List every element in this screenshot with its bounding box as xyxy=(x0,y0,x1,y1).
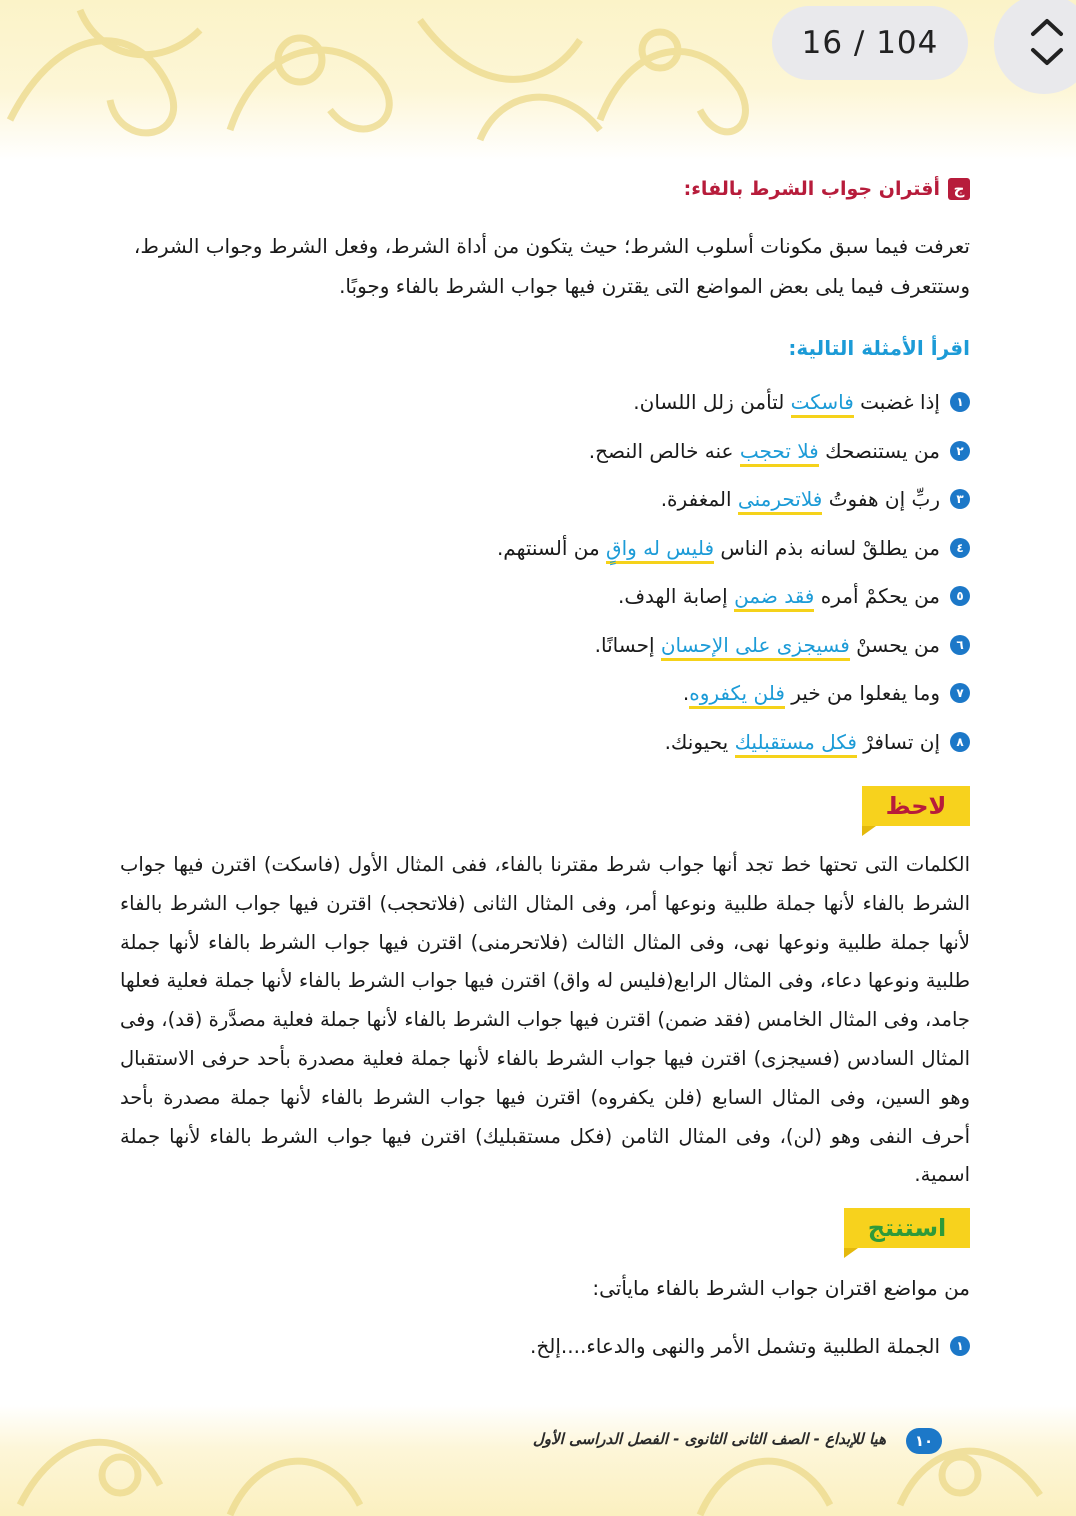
conclude-intro: من مواضع اقتران جواب الشرط بالفاء مايأتى: xyxy=(592,1276,970,1300)
conclude-item xyxy=(530,1334,970,1358)
list-item: ٤ من يطلقْ لسانه بذم الناس فليس له واقٍ من ألسنتهم. xyxy=(120,524,970,573)
highlighted-answer: فلاتحرمنى xyxy=(738,487,822,515)
list-item: ٢ من يستنصحك فلا تحجب عنه خالص النصح. xyxy=(120,427,970,476)
examples-list xyxy=(120,378,970,766)
conclude-label: استنتج xyxy=(844,1208,970,1248)
footer-book-title: هيا للإبداع - الصف الثانى الثانوى - الفصل الدراسى الأول xyxy=(532,1430,886,1448)
number-badge: ٢ xyxy=(950,441,970,461)
notice-paragraph: الكلمات التى تحتها خط تجد أنها جواب شرط مقترنا بالفاء، ففى المثال الأول (فاسكت) اقترن فيها جواب الشرط بالفاء لأنها جملة طلبية ونوعها أمر، وفى المثال الثانى (فلاتحجب) اقترن فيها جواب الشرط بالفاء لأنها جملة طلبية ونوعها نهى، وفى المثال الثالث (فلاتحرمنى) اقترن فيها جواب الشرط بالفاء لأنها جملة طلبية ونوعها دعاء، وفى المثال الرابع(فليس له واق) اقترن فيها جواب الشرط بالفاء لأنها جملة فعلية فعلها جامد، وفى المثال الخامس (فقد ضمن) اقترن فيها جواب الشرط بالفاء لأنها جملة فعلية مصدَّرة (قد)، وفى المثال السادس (فسيجزى) اقترن فيها جواب الشرط بالفاء لأنها جملة فعلية مصدرة بأحد حرفى الاستقبال وهو السين، وفى المثال السابع (فلن يكفروه) اقترن فيها جواب الشرط بالفاء لأنها جملة مصدرة بأحد أحرف النفى وهو (لن)، وفى المثال الثامن (فكل مستقبليك) اقترن فيها جواب الشرط بالفاء لأنها جملة اسمية. xyxy=(120,853,970,1187)
number-badge: ١ xyxy=(950,1336,970,1356)
number-badge: ٨ xyxy=(950,732,970,752)
section-heading xyxy=(684,178,970,200)
notice-label: لاحظ xyxy=(862,786,970,826)
section-badge: ج xyxy=(948,178,970,200)
highlighted-answer: فلن يكفروه xyxy=(689,681,785,709)
conclude-item-text: الجملة الطلبية وتشمل الأمر والنهى والدعاء....إلخ. xyxy=(529,1334,940,1358)
arabesque-ornament xyxy=(0,1405,1076,1516)
highlighted-answer: فاسكت xyxy=(791,390,854,418)
highlighted-answer: فسيجزى على الإحسان xyxy=(661,633,850,661)
number-badge: ٦ xyxy=(950,635,970,655)
highlighted-answer: فقد ضمن xyxy=(734,584,814,612)
list-item: ٦ من يحسنْ فسيجزى على الإحسان إحسانًا. xyxy=(120,621,970,670)
list-item: ٨ إن تسافرْ فكل مستقبليك يحيونك. xyxy=(120,718,970,767)
page-indicator: 16 / 104 xyxy=(772,6,968,80)
number-badge: ١ xyxy=(950,392,970,412)
highlighted-answer: فلا تحجب xyxy=(740,439,819,467)
list-item: ٥ من يحكمْ أمره فقد ضمن إصابة الهدف. xyxy=(120,572,970,621)
list-item: ٣ ربِّ إن هفوتُ فلاتحرمنى المغفرة. xyxy=(120,475,970,524)
chevron-down-icon[interactable] xyxy=(1025,44,1069,70)
list-item: ٧ وما يفعلوا من خير فلن يكفروه. xyxy=(120,669,970,718)
chevron-up-icon[interactable] xyxy=(1025,14,1069,40)
bottom-ornament-band xyxy=(0,1405,1076,1516)
section-title: أقتران جواب الشرط بالفاء: xyxy=(683,178,940,200)
number-badge: ٣ xyxy=(950,489,970,509)
highlighted-answer: فكل مستقبليك xyxy=(735,730,857,758)
intro-paragraph: تعرفت فيما سبق مكونات أسلوب الشرط؛ حيث يتكون من أداة الشرط، وفعل الشرط وجواب الشرط، وستتعرف فيما يلى بعض المواضع التى يقترن فيها جواب الشرط بالفاء وجوبًا. xyxy=(133,234,970,298)
number-badge: ٥ xyxy=(950,586,970,606)
number-badge: ٤ xyxy=(950,538,970,558)
number-badge: ٧ xyxy=(950,683,970,703)
highlighted-answer: فليس له واقٍ xyxy=(606,536,714,564)
footer-page-number: ١٠ xyxy=(906,1428,942,1454)
examples-title: اقرأ الأمثلة التالية: xyxy=(788,336,970,360)
list-item: ١ إذا غضبت فاسكت لتأمن زلل اللسان. xyxy=(120,378,970,427)
